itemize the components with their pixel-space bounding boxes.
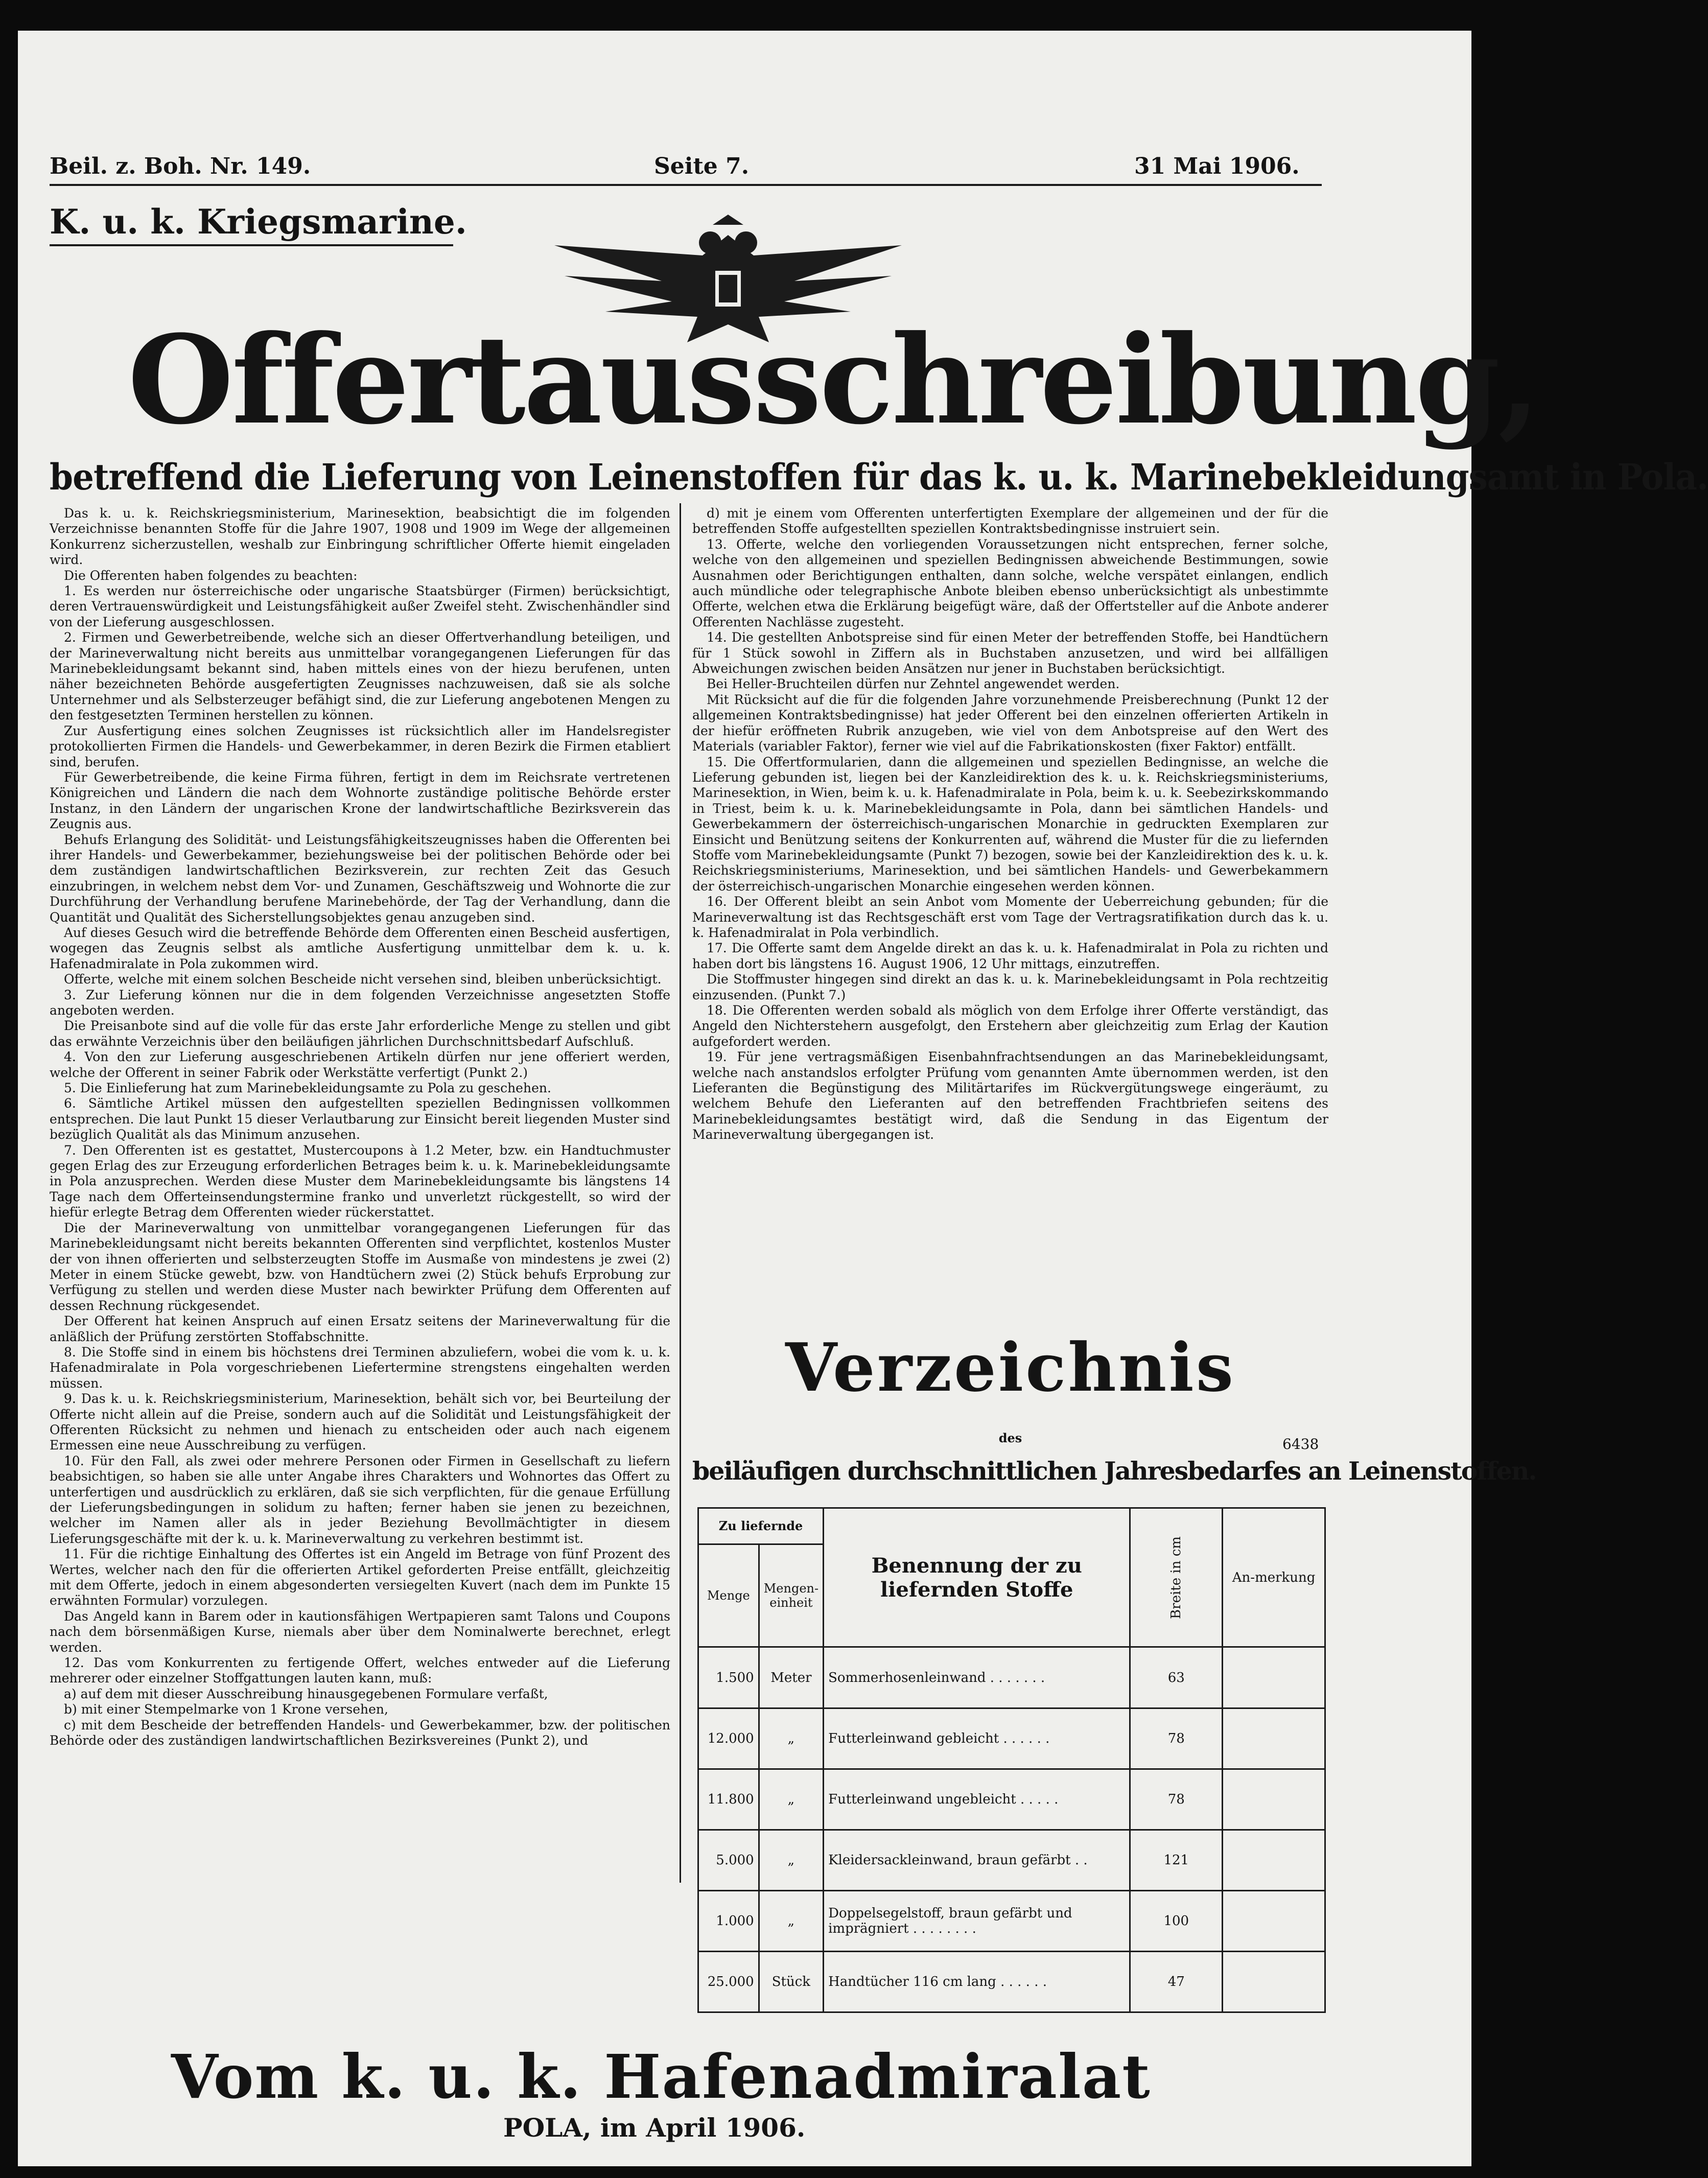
header-rule bbox=[50, 184, 1322, 186]
verzeichnis-number: 6438 bbox=[1282, 1436, 1319, 1453]
paragraph: 12. Das vom Konkurrenten zu fertigende Offert, welches entweder auf die Lieferung mehrerer oder einzelner Stoffgattungen lauten kann, muß: bbox=[50, 1655, 670, 1686]
table-cell-anm bbox=[1223, 1647, 1325, 1708]
table-cell-anm bbox=[1223, 1769, 1325, 1830]
header-mengeneinheit: Mengen-einheit bbox=[759, 1544, 823, 1647]
paragraph: 16. Der Offerent bleibt an sein Anbot vom Momente der Ueberreichung gebunden; für die Marineverwaltung ist das Rechtsgeschäft erst vom Tage der Vertragsratifikation durch das k. u. k. Hafenadmiralat in Pola verbindlich. bbox=[692, 894, 1328, 940]
paragraph: Das k. u. k. Reichskriegsministerium, Marinesektion, beabsichtigt die im folgenden Verzeichnisse benannten Stoffe für die Jahre 1907, 1908 und 1909 im Wege der allgemeinen Konkurrenz sicherzustellen, weshalb zur Einbringung schriftlicher Offerte hiemit eingeladen wird. bbox=[50, 506, 670, 568]
column-divider bbox=[680, 503, 681, 1883]
table-cell-breite: 78 bbox=[1130, 1708, 1223, 1769]
table-cell-breite: 63 bbox=[1130, 1647, 1223, 1708]
footer-issuer: Vom k. u. k. Hafenadmiralat bbox=[171, 2041, 1151, 2112]
table-cell-einheit: „ bbox=[759, 1830, 823, 1890]
paragraph: 15. Die Offertformularien, dann die allgemeinen und speziellen Bedingnisse, an welche die Lieferung gebunden ist, liegen bei der Kanzleidirektion des k. u. k. Reichskriegsministeriums, Marinesektion, in Wien, beim k. u. k. Hafenadmiralate in Pola, beim k. u. k. Seebezirkskommando in Triest, beim k. u. k. Marinebekleidungsamte in Pola, dann bei sämtlichen Handels- und Gewerbekammern der österreichisch-ungarischen Monarchie in gedruckten Exemplaren zur Einsicht und Benützung seitens der Konkurrenten auf, während die Muster für die zu liefernden Stoffe vom Marinebekleidungsamte (Punkt 7) bezogen, sowie bei der Kanzleidirektion des k. u. k. Reichskriegsministeriums, Marinesektion, und bei sämtlichen Handels- und Gewerbekammern der österreichisch-ungarischen Monarchie eingesehen werden können. bbox=[692, 754, 1328, 894]
header-breite: Breite in cm bbox=[1168, 1536, 1184, 1619]
table-cell-stoff: Futterleinwand gebleicht . . . . . . bbox=[824, 1708, 1130, 1769]
table-cell-menge: 11.800 bbox=[698, 1769, 759, 1830]
header-right: 31 Mai 1906. bbox=[1134, 153, 1300, 179]
paragraph: 11. Für die richtige Einhaltung des Offertes ist ein Angeld im Betrage von fünf Prozent des Wertes, welcher nach den für die offerierten Artikel geforderten Preise entfällt, gleichzeitig mit dem Offerte, jedoch in einem abgesonderten versiegelten Kuvert (nach dem im Punkte 15 erwähnten Formular) vorzulegen. bbox=[50, 1547, 670, 1608]
section-title: K. u. k. Kriegsmarine. bbox=[50, 202, 467, 242]
table-cell-anm bbox=[1223, 1830, 1325, 1890]
right-column-text bbox=[692, 506, 1328, 1339]
table-cell-breite: 121 bbox=[1130, 1830, 1223, 1890]
paragraph: 7. Den Offerenten ist es gestattet, Mustercoupons à 1.2 Meter, bzw. ein Handtuchmuster gegen Erlag des zur Erzeugung erforderlichen Betrages beim k. u. k. Marinebekleidungsamte in Pola anzusprechen. Werden diese Muster dem Marinebekleidungsamte bis längstens 14 Tage nach dem Offerteinsendungstermine franko und unverletzt rückgestellt, so wird der hiefür erlegte Betrag dem Offerenten wieder rückerstattet. bbox=[50, 1142, 670, 1220]
paragraph: 10. Für den Fall, als zwei oder mehrere Personen oder Firmen in Gesellschaft zu liefern beabsichtigen, so haben sie alle unter Angabe ihres Charakters und Wohnortes das Offert zu unterfertigen und ausdrücklich zu erklären, daß sie sich verpflichten, für die genaue Erfüllung der Lieferungsbedingungen in solidum zu haften; ferner haben sie jenen zu bezeichnen, welcher im Namen aller als in jeder Beziehung Bevollmächtigter in diesem Lieferungsgeschäfte mit der k. u. k. Marineverwaltung zu verkehren bestimmt ist. bbox=[50, 1453, 670, 1546]
newspaper-page bbox=[18, 31, 1708, 2166]
table-row bbox=[698, 1708, 1325, 1769]
table-cell-einheit: „ bbox=[759, 1769, 823, 1830]
table-cell-stoff: Futterleinwand ungebleicht . . . . . bbox=[824, 1769, 1130, 1830]
table-row bbox=[698, 1890, 1325, 1951]
paragraph: Behufs Erlangung des Solidität- und Leistungsfähigkeitszeugnisses haben die Offerenten bei ihrer Handels- und Gewerbekammer, beziehungsweise bei der politischen Behörde oder bei dem zuständigen landwirtschaftlichen Bezirksverein, zur rechten Zeit das Gesuch einzubringen, in welchem nebst dem Vor- und Zunamen, Geschäftszweig und Wohnorte die zur Durchführung der Verhandlung berufene Marinebehörde, der Tag der Verhandlung, dann die Quantität und Qualität des Sicherstellungsobjektes genau anzugeben sind. bbox=[50, 832, 670, 925]
header-anmerkung: An-merkung bbox=[1223, 1508, 1325, 1647]
paragraph: Die Preisanbote sind auf die volle für das erste Jahr erforderliche Menge zu stellen und gibt das erwähnte Verzeichnis über den beiläufigen jährlichen Durchschnittsbedarf Aufschluß. bbox=[50, 1018, 670, 1049]
paragraph: Die der Marineverwaltung von unmittelbar vorangegangenen Lieferungen für das Marinebekleidungsamt nicht bereits bekannten Offerenten sind verpflichtet, kostenlos Muster der von ihnen offerierten und selbsterzeugten Stoffe im Ausmaße von mindestens je zwei (2) Meter in einem Stücke gewebt, bzw. von Handtüchern zwei (2) Stück behufs Erprobung zur Verfügung zu stellen und werden diese Muster nach bewirkter Prüfung dem Offerenten auf dessen Rechnung rückgesendet. bbox=[50, 1220, 670, 1313]
paragraph: Der Offerent hat keinen Anspruch auf einen Ersatz seitens der Marineverwaltung für die anläßlich der Prüfung zerstörten Stoffabschnitte. bbox=[50, 1314, 670, 1344]
verzeichnis-des: des bbox=[998, 1431, 1022, 1445]
header-center: Seite 7. bbox=[654, 153, 750, 179]
table-cell-menge: 1.000 bbox=[698, 1890, 759, 1951]
paragraph: Die Stoffmuster hingegen sind direkt an das k. u. k. Marinebekleidungsamt in Pola rechtzeitig einzusenden. (Punkt 7.) bbox=[692, 972, 1328, 1002]
paragraph: Mit Rücksicht auf die für die folgenden Jahre vorzunehmende Preisberechnung (Punkt 12 der allgemeinen Kontraktsbedingnisse) hat jeder Offerent bei den einzelnen offerierten Artikeln in der hiefür eröffneten Rubrik anzugeben, wie viel von dem Anbotspreise auf den Wert des Materials (variabler Faktor), ferner wie viel auf die Fabrikationskosten (fixer Faktor) entfällt. bbox=[692, 692, 1328, 754]
paragraph: 3. Zur Lieferung können nur die in dem folgenden Verzeichnisse angesetzten Stoffe angeboten werden. bbox=[50, 987, 670, 1018]
table-cell-breite: 100 bbox=[1130, 1890, 1223, 1951]
table-cell-einheit: „ bbox=[759, 1890, 823, 1951]
table-cell-menge: 5.000 bbox=[698, 1830, 759, 1890]
table-row bbox=[698, 1951, 1325, 2012]
paragraph: Das Angeld kann in Barem oder in kautionsfähigen Wertpapieren samt Talons und Coupons nach dem börsenmäßigen Kurse, niemals aber über dem Nominalwerte berechnet, erlegt werden. bbox=[50, 1608, 670, 1655]
header-benennung: Benennung der zu liefernden Stoffe bbox=[824, 1508, 1130, 1647]
table-cell-stoff: Doppelsegelstoff, braun gefärbt und imprägniert . . . . . . . . bbox=[824, 1890, 1130, 1951]
table-cell-menge: 1.500 bbox=[698, 1647, 759, 1708]
table-cell-breite: 47 bbox=[1130, 1951, 1223, 2012]
left-column-text bbox=[50, 506, 670, 2033]
paragraph: d) mit je einem vom Offerenten unterfertigten Exemplare der allgemeinen und der für die betreffenden Stoffe aufgestellten speziellen Kontraktsbedingnisse instruiert sein. bbox=[692, 506, 1328, 536]
paragraph: a) auf dem mit dieser Ausschreibung hinausgegebenen Formulare verfaßt, bbox=[64, 1686, 548, 1701]
verzeichnis-subtitle: beiläufigen durchschnittlichen Jahresbedarfes an Leinenstoffen. bbox=[692, 1456, 1536, 1486]
paragraph: Offerte, welche mit einem solchen Bescheide nicht versehen sind, bleiben unberücksichtigt. bbox=[64, 972, 662, 987]
table-cell-anm bbox=[1223, 1890, 1325, 1951]
paragraph: 17. Die Offerte samt dem Angelde direkt an das k. u. k. Hafenadmiralat in Pola zu richten und haben dort bis längstens 16. August 1906, 12 Uhr mittags, einzutreffen. bbox=[692, 941, 1328, 971]
table-cell-anm bbox=[1223, 1951, 1325, 2012]
paragraph: 5. Die Einlieferung hat zum Marinebekleidungsamte zu Pola zu geschehen. bbox=[64, 1081, 551, 1096]
table-cell-menge: 12.000 bbox=[698, 1708, 759, 1769]
paragraph: 18. Die Offerenten werden sobald als möglich von dem Erfolge ihrer Offerte verständigt, das Angeld den Nichterstehern ausgefolgt, den Erstehern aber gleichzeitig zum Erlag der Kaution aufgefordert werden. bbox=[692, 1003, 1328, 1049]
table-row bbox=[698, 1647, 1325, 1708]
table-cell-stoff: Handtücher 116 cm lang . . . . . . bbox=[824, 1951, 1130, 2012]
paragraph: 14. Die gestellten Anbotspreise sind für einen Meter der betreffenden Stoffe, bei Handtüchern für 1 Stück sowohl in Ziffern als in Buchstaben anzusetzen, und wird bei allfälligen Abweichungen zwischen beiden Ansätzen nur jener in Buchstaben berücksichtigt. bbox=[692, 630, 1328, 676]
table-row bbox=[698, 1830, 1325, 1890]
verzeichnis-title: Verzeichnis bbox=[785, 1328, 1235, 1407]
paragraph: 4. Von den zur Lieferung ausgeschriebenen Artikeln dürfen nur jene offeriert werden, welche der Offerent in seiner Fabrik oder Werkstätte verfertigt (Punkt 2.) bbox=[50, 1049, 670, 1080]
footer-place-date: POLA, im April 1906. bbox=[503, 2113, 806, 2143]
paragraph: 2. Firmen und Gewerbetreibende, welche sich an dieser Offertverhandlung beteiligen, und der Marineverwaltung nicht bereits aus unmittelbar vorangegangenen Lieferungen für das Marinebekleidungsamt bekannt sind, haben mittels eines von der hiezu berufenen, unten näher bezeichneten Behörde ausgefertigten Zeugnisses nachzuweisen, daß sie als solche Unternehmer und als Selbsterzeuger befähigt sind, die zur Lieferung angebotenen Mengen zu den festgesetzten Terminen herstellen zu können. bbox=[50, 630, 670, 723]
paragraph: 9. Das k. u. k. Reichskriegsministerium, Marinesektion, behält sich vor, bei Beurteilung der Offerte nicht allein auf die Preise, sondern auch auf die Solidität und Leistungsfähigkeit der Offerenten Rücksicht zu nehmen und hienach zu entscheiden oder auch nach eigenem Ermessen eine neue Ausschreibung zu verfügen. bbox=[50, 1391, 670, 1453]
paragraph: Zur Ausfertigung eines solchen Zeugnisses ist rücksichtlich aller im Handelsregister protokollierten Firmen die Handels- und Gewerbekammer, in deren Bezirk die Firmen etabliert sind, berufen. bbox=[50, 723, 670, 769]
paragraph: 19. Für jene vertragsmäßigen Eisenbahnfrachtsendungen an das Marinebekleidungsamt, welche nach anstandslos erfolgter Prüfung vom genannten Amte übernommen werden, ist den Lieferanten die Begünstigung des Militärtarifes im Rückvergütungswege eingeräumt, zu welchem Behufe den Lieferanten auf den betreffenden Frachtbriefen seitens des Marinebekleidungsamtes bestätigt wird, daß die Sendung in das Eigentum der Marineverwaltung übergegangen ist. bbox=[692, 1049, 1328, 1142]
paragraph: c) mit dem Bescheide der betreffenden Handels- und Gewerbekammer, bzw. der politischen Behörde oder des zuständigen landwirtschaftlichen Bezirksvereines (Punkt 2), und bbox=[50, 1717, 670, 1748]
paragraph: Bei Heller-Bruchteilen dürfen nur Zehntel angewendet werden. bbox=[707, 676, 1120, 692]
header-left: Beil. z. Boh. Nr. 149. bbox=[50, 153, 311, 179]
table-cell-menge: 25.000 bbox=[698, 1951, 759, 2012]
table-cell-stoff: Sommerhosenleinwand . . . . . . . bbox=[824, 1647, 1130, 1708]
paragraph: 1. Es werden nur österreichische oder ungarische Staatsbürger (Firmen) berücksichtigt, deren Vertrauenswürdigkeit und Leistungsfähigkeit außer Zweifel steht. Zwischenhändler sind von der Lieferung ausgeschlossen. bbox=[50, 583, 670, 629]
paragraph: Die Offerenten haben folgendes zu beachten: bbox=[64, 568, 358, 583]
paragraph: b) mit einer Stempelmarke von 1 Krone versehen, bbox=[64, 1702, 388, 1717]
table-cell-stoff: Kleidersackleinwand, braun gefärbt . . bbox=[824, 1830, 1130, 1890]
table-cell-breite: 78 bbox=[1130, 1769, 1223, 1830]
verzeichnis-rows bbox=[698, 1647, 1325, 2012]
paragraph: Für Gewerbetreibende, die keine Firma führen, fertigt in dem im Reichsrate vertretenen Königreichen und Ländern die nach dem Wohnorte zuständige politische Behörde erster Instanz, in den Ländern der ungarischen Krone der landwirtschaftliche Bezirksverein das Zeugnis aus. bbox=[50, 769, 670, 832]
paragraph: 13. Offerte, welche den vorliegenden Voraussetzungen nicht entsprechen, ferner solche, welche von den allgemeinen und speziellen Bedingnissen abweichende Bestimmungen, sowie Ausnahmen oder Berichtigungen enthalten, dann solche, welche verspätet einlangen, endlich auch mündliche oder telegraphische Anbote bleiben ebenso unberücksichtigt als unbestimmte Offerte, welchen etwa die Erklärung beigefügt wäre, daß der Offertsteller auf die Anbote anderer Offerenten Nachlässe zugesteht. bbox=[692, 536, 1328, 629]
section-rule bbox=[50, 244, 453, 246]
verzeichnis-table-wrapper bbox=[697, 1507, 1326, 2013]
subtitle: betreffend die Lieferung von Leinenstoffen für das k. u. k. Marinebekleidungsamt in Pola. bbox=[50, 456, 1708, 498]
table-cell-einheit: „ bbox=[759, 1708, 823, 1769]
table-cell-einheit: Stück bbox=[759, 1951, 823, 2012]
paragraph: Auf dieses Gesuch wird die betreffende Behörde dem Offerenten einen Bescheid ausfertigen, wogegen das Zeugnis selbst als amtliche Ausfertigung unmittelbar dem k. u. k. Hafenadmiralate in Pola zukommen wird. bbox=[50, 925, 670, 971]
table-cell-anm bbox=[1223, 1708, 1325, 1769]
table-cell-einheit: Meter bbox=[759, 1647, 823, 1708]
table-row bbox=[698, 1769, 1325, 1830]
verzeichnis-table bbox=[697, 1507, 1326, 2013]
paragraph: 6. Sämtliche Artikel müssen den aufgestellten speziellen Bedingnissen vollkommen entsprechen. Die laut Punkt 15 dieser Verlautbarung zur Einsicht bereit liegenden Muster sind bezüglich Qualität als das Minimum anzusehen. bbox=[50, 1096, 670, 1142]
header-zu-liefernde: Zu liefernde bbox=[698, 1508, 824, 1544]
paragraph: 8. Die Stoffe sind in einem bis höchstens drei Terminen abzuliefern, wobei die vom k. u. k. Hafenadmiralate in Pola vorgeschriebenen Liefertermine strengstens eingehalten werden müssen. bbox=[50, 1344, 670, 1391]
main-title: Offertausschreibung, bbox=[128, 309, 1539, 452]
header-menge: Menge bbox=[698, 1544, 759, 1647]
